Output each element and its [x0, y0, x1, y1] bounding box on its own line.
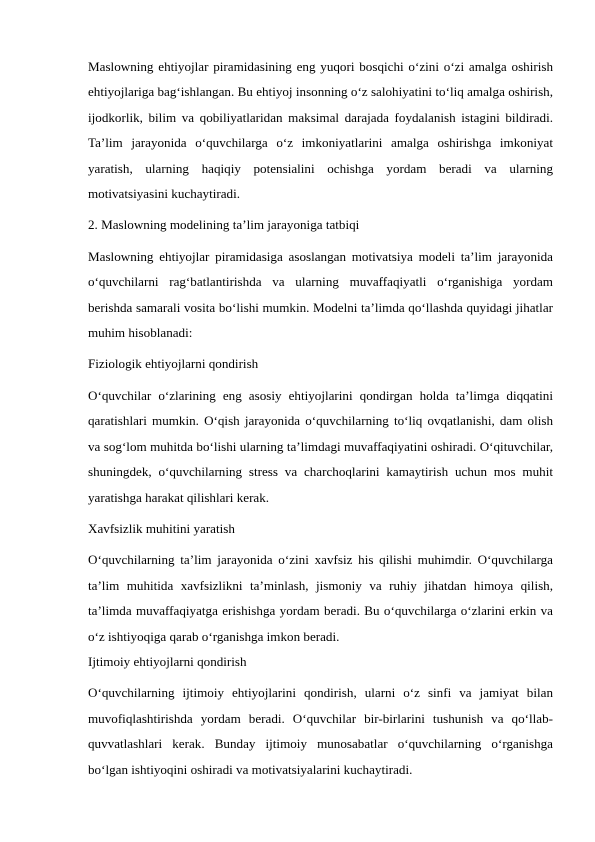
paragraph-social-needs: O‘quvchilarning ijtimoiy ehtiyojlarini qondirish, ularni o‘z sinfi va jamiyat bilan muvofiqlashtirishda yordam beradi. O‘quvchilar bir-birlarini tushunish va qo‘llab-quvvatlashlari kerak. Bunday ijtimoiy munosabatlar o‘quvchilarning o‘rganishga bo‘lgan ishtiyoqini oshiradi va motivatsiyalarini kuchaytiradi.	[88, 685, 553, 777]
paragraph-safety-environment: O‘quvchilarning ta’lim jarayonida o‘zini xavfsiz his qilishi muhimdir. O‘quvchilarga ta’lim muhitida xavfsizlikni ta’minlash, jismoniy va ruhiy jihatdan himoya qilish, ta’limda muvaffaqiyatga erishishga yordam beradi. Bu o‘quvchilarga o‘zlarini erkin va o‘z ishtiyoqiga qarab o‘rganishga imkon beradi.	[88, 552, 553, 644]
paragraph-self-actualization: Maslowning ehtiyojlar piramidasining eng yuqori bosqichi o‘zini o‘zi amalga oshirish ehtiyojlariga bag‘ishlangan. Bu ehtiyoj insonning o‘z salohiyatini to‘liq amalga oshirish, ijodkorlik, bilim va qobiliyatlaridan maksimal darajada foydalanish istagini bildiradi. Ta’lim jarayonida o‘quvchilarga o‘z imkoniyatlarini amalga oshirishga imkoniyat yaratish, ularning haqiqiy potensialini ochishga yordam beradi va ularning motivatsiyasini kuchaytiradi.	[88, 59, 553, 202]
subheading-physiological-needs: Fiziologik ehtiyojlarni qondirish	[88, 356, 259, 372]
section-heading: 2. Maslowning modelining ta’lim jarayoniga tatbiqi	[88, 217, 360, 233]
paragraph-physiological-needs: O‘quvchilar o‘zlarining eng asosiy ehtiyojlarini qondirgan holda ta’limga diqqatini qaratishlari mumkin. O‘qish jarayonida o‘quvchilarning to‘liq ovqatlanishi, dam olish va sog‘lom muhitda bo‘lishi ularning ta’limdagi muvaffaqiyatini oshiradi. O‘qituvchilar, shuningdek, o‘quvchilarning stress va charchoqlarini kamaytirish uchun mos muhit yaratishga harakat qilishlari kerak.	[88, 387, 553, 505]
subheading-safety-environment: Xavfsizlik muhitini yaratish	[88, 520, 235, 536]
paragraph-model-application: Maslowning ehtiyojlar piramidasiga asoslangan motivatsiya modeli ta’lim jarayonida o‘quvchilarni rag‘batlantirishda va ularning muvaffaqiyatli o‘rganishiga yordam berishda samarali vosita bo‘lishi mumkin. Modelni ta’limda qo‘llashda quyidagi jihatlar muhim hisoblanadi:	[88, 248, 553, 341]
subheading-social-needs: Ijtimoiy ehtiyojlarni qondirish	[88, 653, 247, 669]
document-page	[88, 54, 553, 788]
